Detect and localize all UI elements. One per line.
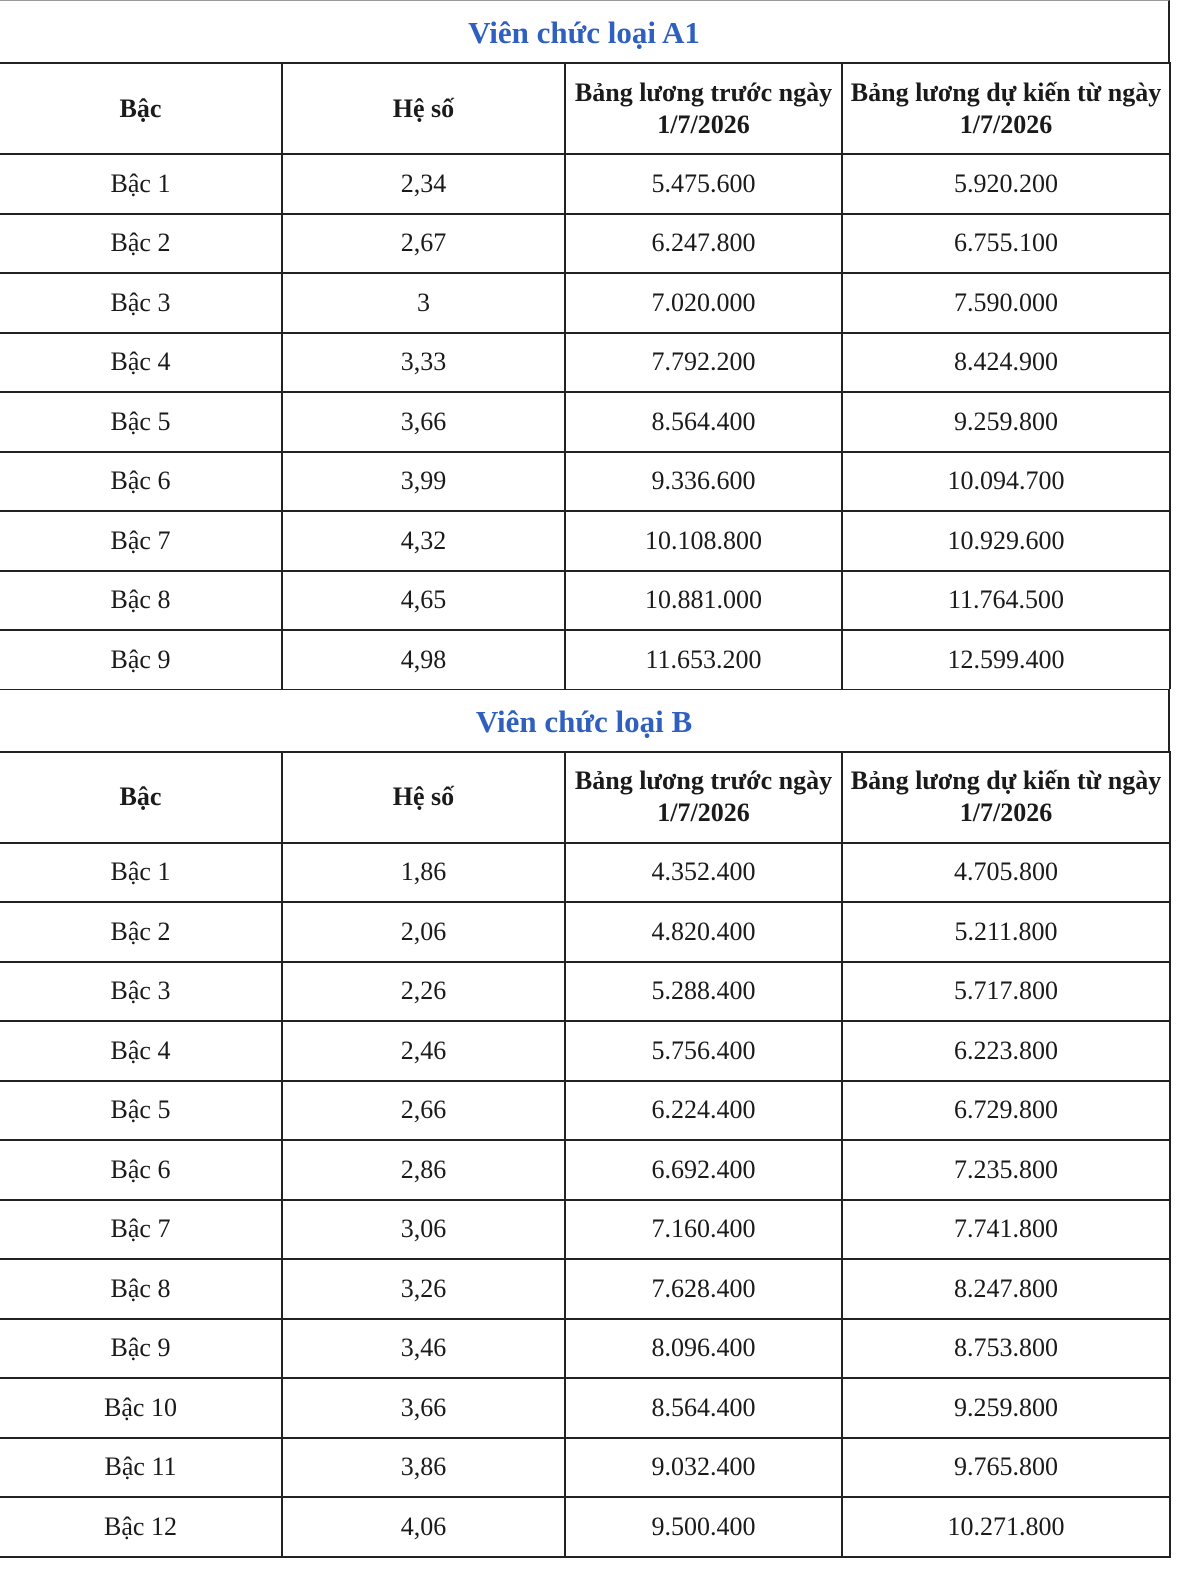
cell-coefficient: 3,06 bbox=[282, 1200, 565, 1260]
cell-grade: Bậc 4 bbox=[0, 333, 282, 393]
cell-coefficient: 4,65 bbox=[282, 571, 565, 631]
header-salary-projected: Bảng lương dự kiến từ ngày 1/7/2026 bbox=[842, 63, 1170, 154]
cell-salary-before: 9.032.400 bbox=[565, 1438, 842, 1498]
cell-salary-before: 10.108.800 bbox=[565, 511, 842, 571]
table-row bbox=[0, 154, 1170, 214]
cell-coefficient: 4,98 bbox=[282, 630, 565, 689]
cell-salary-before: 10.881.000 bbox=[565, 571, 842, 631]
cell-grade: Bậc 2 bbox=[0, 214, 282, 274]
cell-salary-before: 7.160.400 bbox=[565, 1200, 842, 1260]
cell-salary-before: 4.352.400 bbox=[565, 843, 842, 903]
cell-coefficient: 1,86 bbox=[282, 843, 565, 903]
table-row bbox=[0, 630, 1170, 689]
cell-salary-projected: 9.765.800 bbox=[842, 1438, 1170, 1498]
salary-table-a1 bbox=[0, 62, 1171, 689]
cell-coefficient: 2,26 bbox=[282, 962, 565, 1022]
cell-salary-projected: 9.259.800 bbox=[842, 1378, 1170, 1438]
table-row bbox=[0, 1259, 1170, 1319]
cell-grade: Bậc 10 bbox=[0, 1378, 282, 1438]
cell-salary-before: 6.224.400 bbox=[565, 1081, 842, 1141]
cell-salary-projected: 8.753.800 bbox=[842, 1319, 1170, 1379]
table-row bbox=[0, 902, 1170, 962]
cell-grade: Bậc 1 bbox=[0, 154, 282, 214]
table-row bbox=[0, 843, 1170, 903]
cell-grade: Bậc 6 bbox=[0, 452, 282, 512]
table-row bbox=[0, 962, 1170, 1022]
table-row bbox=[0, 1081, 1170, 1141]
table-row bbox=[0, 1438, 1170, 1498]
cell-salary-before: 5.475.600 bbox=[565, 154, 842, 214]
cell-salary-before: 7.792.200 bbox=[565, 333, 842, 393]
cell-grade: Bậc 8 bbox=[0, 571, 282, 631]
cell-salary-projected: 5.211.800 bbox=[842, 902, 1170, 962]
cell-grade: Bậc 9 bbox=[0, 630, 282, 689]
cell-salary-projected: 11.764.500 bbox=[842, 571, 1170, 631]
header-row bbox=[0, 752, 1170, 843]
cell-salary-projected: 7.590.000 bbox=[842, 273, 1170, 333]
cell-salary-before: 5.288.400 bbox=[565, 962, 842, 1022]
cell-salary-before: 6.692.400 bbox=[565, 1140, 842, 1200]
cell-grade: Bậc 4 bbox=[0, 1021, 282, 1081]
cell-coefficient: 3,46 bbox=[282, 1319, 565, 1379]
cell-salary-projected: 10.929.600 bbox=[842, 511, 1170, 571]
cell-salary-projected: 4.705.800 bbox=[842, 843, 1170, 903]
table-row bbox=[0, 511, 1170, 571]
cell-grade: Bậc 5 bbox=[0, 1081, 282, 1141]
table-row bbox=[0, 1497, 1170, 1557]
cell-salary-projected: 6.755.100 bbox=[842, 214, 1170, 274]
cell-salary-projected: 7.235.800 bbox=[842, 1140, 1170, 1200]
cell-salary-projected: 6.729.800 bbox=[842, 1081, 1170, 1141]
cell-grade: Bậc 5 bbox=[0, 392, 282, 452]
header-salary-before: Bảng lương trước ngày 1/7/2026 bbox=[565, 752, 842, 843]
cell-grade: Bậc 8 bbox=[0, 1259, 282, 1319]
cell-coefficient: 3,33 bbox=[282, 333, 565, 393]
header-salary-before: Bảng lương trước ngày 1/7/2026 bbox=[565, 63, 842, 154]
cell-salary-projected: 5.920.200 bbox=[842, 154, 1170, 214]
cell-salary-before: 7.628.400 bbox=[565, 1259, 842, 1319]
cell-salary-before: 11.653.200 bbox=[565, 630, 842, 689]
cell-coefficient: 3,99 bbox=[282, 452, 565, 512]
cell-salary-before: 7.020.000 bbox=[565, 273, 842, 333]
cell-coefficient: 3,86 bbox=[282, 1438, 565, 1498]
cell-coefficient: 2,34 bbox=[282, 154, 565, 214]
cell-salary-projected: 7.741.800 bbox=[842, 1200, 1170, 1260]
header-salary-projected: Bảng lương dự kiến từ ngày 1/7/2026 bbox=[842, 752, 1170, 843]
cell-coefficient: 3,26 bbox=[282, 1259, 565, 1319]
cell-salary-projected: 5.717.800 bbox=[842, 962, 1170, 1022]
table-row bbox=[0, 273, 1170, 333]
cell-coefficient: 4,32 bbox=[282, 511, 565, 571]
cell-salary-before: 8.564.400 bbox=[565, 392, 842, 452]
table-row bbox=[0, 1319, 1170, 1379]
table-body bbox=[0, 154, 1170, 689]
header-grade: Bậc bbox=[0, 752, 282, 843]
table-row bbox=[0, 452, 1170, 512]
cell-grade: Bậc 3 bbox=[0, 962, 282, 1022]
section-title-b: Viên chức loại B bbox=[0, 689, 1170, 751]
cell-coefficient: 2,67 bbox=[282, 214, 565, 274]
cell-grade: Bậc 7 bbox=[0, 1200, 282, 1260]
cell-salary-before: 9.500.400 bbox=[565, 1497, 842, 1557]
header-coefficient: Hệ số bbox=[282, 63, 565, 154]
cell-salary-before: 4.820.400 bbox=[565, 902, 842, 962]
table-row bbox=[0, 1140, 1170, 1200]
cell-coefficient: 3,66 bbox=[282, 392, 565, 452]
table-row bbox=[0, 333, 1170, 393]
cell-salary-before: 8.564.400 bbox=[565, 1378, 842, 1438]
table-row bbox=[0, 1200, 1170, 1260]
cell-coefficient: 2,86 bbox=[282, 1140, 565, 1200]
cell-salary-projected: 9.259.800 bbox=[842, 392, 1170, 452]
cell-salary-projected: 6.223.800 bbox=[842, 1021, 1170, 1081]
table-body bbox=[0, 843, 1170, 1557]
table-row bbox=[0, 214, 1170, 274]
cell-coefficient: 4,06 bbox=[282, 1497, 565, 1557]
salary-table-b bbox=[0, 751, 1171, 1558]
cell-salary-before: 6.247.800 bbox=[565, 214, 842, 274]
cell-grade: Bậc 2 bbox=[0, 902, 282, 962]
cell-salary-before: 8.096.400 bbox=[565, 1319, 842, 1379]
header-grade: Bậc bbox=[0, 63, 282, 154]
cell-coefficient: 2,06 bbox=[282, 902, 565, 962]
table-row bbox=[0, 392, 1170, 452]
cell-salary-projected: 8.424.900 bbox=[842, 333, 1170, 393]
cell-salary-projected: 10.271.800 bbox=[842, 1497, 1170, 1557]
cell-salary-projected: 8.247.800 bbox=[842, 1259, 1170, 1319]
cell-grade: Bậc 12 bbox=[0, 1497, 282, 1557]
cell-grade: Bậc 7 bbox=[0, 511, 282, 571]
cell-salary-before: 9.336.600 bbox=[565, 452, 842, 512]
cell-salary-before: 5.756.400 bbox=[565, 1021, 842, 1081]
header-row bbox=[0, 63, 1170, 154]
cell-grade: Bậc 6 bbox=[0, 1140, 282, 1200]
table-row bbox=[0, 1021, 1170, 1081]
cell-coefficient: 2,46 bbox=[282, 1021, 565, 1081]
cell-coefficient: 3,66 bbox=[282, 1378, 565, 1438]
cell-salary-projected: 12.599.400 bbox=[842, 630, 1170, 689]
cell-salary-projected: 10.094.700 bbox=[842, 452, 1170, 512]
cell-grade: Bậc 9 bbox=[0, 1319, 282, 1379]
cell-coefficient: 2,66 bbox=[282, 1081, 565, 1141]
cell-grade: Bậc 11 bbox=[0, 1438, 282, 1498]
cell-coefficient: 3 bbox=[282, 273, 565, 333]
section-title-a1: Viên chức loại A1 bbox=[0, 0, 1170, 62]
table-row bbox=[0, 571, 1170, 631]
header-coefficient: Hệ số bbox=[282, 752, 565, 843]
cell-grade: Bậc 1 bbox=[0, 843, 282, 903]
cell-grade: Bậc 3 bbox=[0, 273, 282, 333]
table-row bbox=[0, 1378, 1170, 1438]
